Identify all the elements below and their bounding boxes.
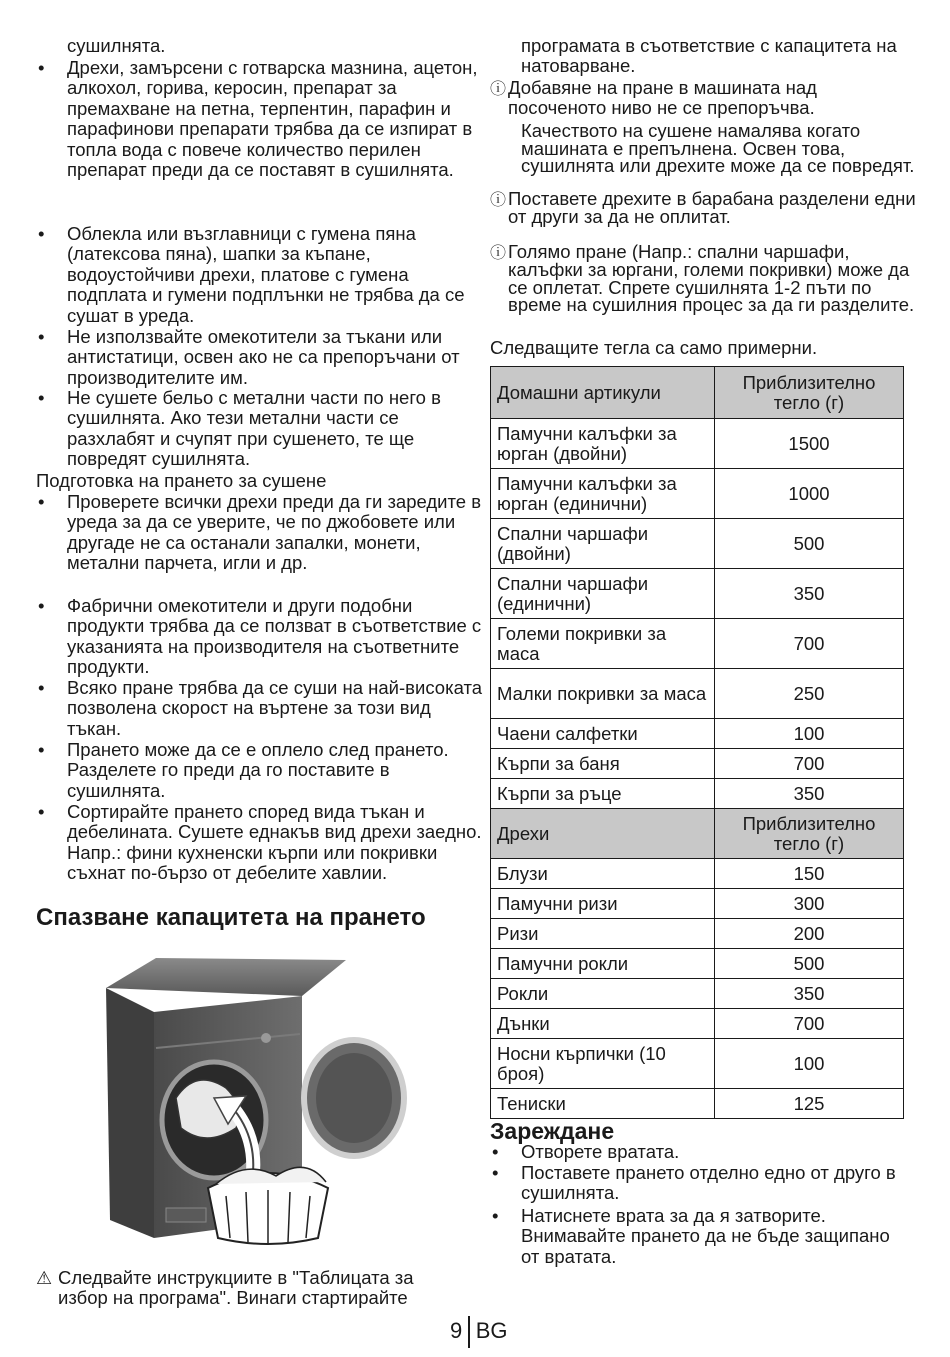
table-cell: 1000 bbox=[715, 469, 904, 519]
table-cell: 1500 bbox=[715, 419, 904, 469]
heading-capacity: Спазване капацитета на прането bbox=[36, 904, 426, 931]
dryer-illustration bbox=[96, 948, 416, 1248]
table-cell: 700 bbox=[715, 749, 904, 779]
table-cell: 100 bbox=[715, 1039, 904, 1089]
table-cell: Памучни калъфки за юрган (двойни) bbox=[491, 419, 715, 469]
table-cell: 100 bbox=[715, 719, 904, 749]
section-title-preparation: Подготовка на прането за сушене bbox=[36, 470, 327, 491]
table-cell: 350 bbox=[715, 779, 904, 809]
table-row bbox=[491, 979, 904, 1009]
info-icon: ⓘ bbox=[490, 192, 507, 209]
table-cell: Спални чаршафи (двойни) bbox=[491, 519, 715, 569]
continuation-text: сушилнята. bbox=[67, 35, 166, 56]
table-cell: Малки покривки за маса bbox=[491, 669, 715, 719]
table-cell: 700 bbox=[715, 619, 904, 669]
info-icon: ⓘ bbox=[490, 81, 507, 98]
list-item: • Всяко пране трябва да се суши на най-високата позволена скорост на въртене за този вид тъкан. bbox=[36, 678, 482, 739]
table-cell: 700 bbox=[715, 1009, 904, 1039]
table-cell: Памучни калъфки за юрган (единични) bbox=[491, 469, 715, 519]
list-item: • Отворете вратата. bbox=[490, 1142, 911, 1162]
table-row bbox=[491, 949, 904, 979]
table-row bbox=[491, 919, 904, 949]
list-item: • Не сушете бельо с метални части по него в сушилнята. Ако тези метални части се разхлабят и счупят при сушенето, те ще повредят сушилнята. bbox=[36, 388, 482, 470]
info-text: Добавяне на пране в машината над посоченото ниво не се препоръчва. bbox=[508, 77, 817, 119]
list-item: • Натиснете врата за да я затворите. Внимавайте прането да не бъде защипано от вратата. bbox=[490, 1206, 911, 1267]
table-cell: Памучни ризи bbox=[491, 889, 715, 919]
table-cell: Чаени салфетки bbox=[491, 719, 715, 749]
table-cell: Блузи bbox=[491, 859, 715, 889]
heading-loading: Зареждане bbox=[490, 1118, 615, 1144]
table-cell: Кърпи за баня bbox=[491, 749, 715, 779]
info-icon: ⓘ bbox=[490, 245, 507, 262]
table-cell: Дънки bbox=[491, 1009, 715, 1039]
table-cell: 250 bbox=[715, 669, 904, 719]
table-cell: Рокли bbox=[491, 979, 715, 1009]
table-row bbox=[491, 519, 904, 569]
list-item: • Поставете прането отделно едно от друго в сушилнята. bbox=[490, 1163, 911, 1204]
table-cell: Ризи bbox=[491, 919, 715, 949]
table-header-row bbox=[491, 809, 904, 859]
language-code: BG bbox=[475, 1318, 508, 1343]
table-header-cell: Приблизително тегло (г) bbox=[715, 367, 904, 419]
table-cell: Спални чаршафи (единични) bbox=[491, 569, 715, 619]
table-row bbox=[491, 419, 904, 469]
table-row bbox=[491, 1039, 904, 1089]
table-cell: 500 bbox=[715, 949, 904, 979]
table-row bbox=[491, 719, 904, 749]
table-cell: Големи покривки за маса bbox=[491, 619, 715, 669]
table-row bbox=[491, 859, 904, 889]
table-cell: Носни кърпички (10 броя) bbox=[491, 1039, 715, 1089]
table-cell: 500 bbox=[715, 519, 904, 569]
table-header-cell: Приблизително тегло (г) bbox=[715, 809, 904, 859]
table-row bbox=[491, 749, 904, 779]
info-text: Голямо пране (Напр.: спални чаршафи, калъфки за юргани, големи покривки) може да се оплетат. Спрете сушилнята 1-2 пъти по време на сушилния процес за да ги разделите. bbox=[508, 241, 915, 316]
warning-text: Следвайте инструкциите в "Таблицата за избор на програма". Винаги стартирайте bbox=[58, 1267, 414, 1309]
table-row bbox=[491, 1009, 904, 1039]
list-item: • Дрехи, замърсени с готварска мазнина, ацетон, алкохол, горива, керосин, препарат за премахване на петна, терпентин, парафин и парафинови препарати трябва да се изпират в топла вода с повече количество перилен препарат преди да се поставят в сушилнята. bbox=[36, 58, 482, 180]
table-row bbox=[491, 619, 904, 669]
warning-note bbox=[36, 1268, 468, 1309]
footer-divider bbox=[468, 1316, 470, 1348]
list-item: • Облекла или възглавници с гумена пяна (латексова пяна), шапки за къпане, водоустойчиви дрехи, платове с гумена подплата и гумени подплънки не трябва да се сушат в уреда. bbox=[36, 224, 482, 326]
info-text: Поставете дрехите в барабана разделени едни от други за да не оплитат. bbox=[508, 188, 916, 227]
table-cell: 350 bbox=[715, 979, 904, 1009]
weights-table bbox=[490, 366, 904, 1119]
table-cell: 300 bbox=[715, 889, 904, 919]
page-footer bbox=[450, 1316, 508, 1348]
table-row bbox=[491, 569, 904, 619]
table-row bbox=[491, 669, 904, 719]
table-cell: 200 bbox=[715, 919, 904, 949]
list-item: • Прането може да се е оплело след прането. Разделете го преди да го поставите в сушилнята. bbox=[36, 740, 482, 801]
page-number: 9 bbox=[450, 1318, 463, 1343]
table-cell: 350 bbox=[715, 569, 904, 619]
info-note bbox=[490, 243, 918, 314]
table-row bbox=[491, 469, 904, 519]
table-row bbox=[491, 779, 904, 809]
warning-triangle-icon: ⚠ bbox=[36, 1268, 53, 1288]
table-header-cell: Домашни артикули bbox=[491, 367, 715, 419]
info-note bbox=[490, 190, 918, 225]
continuation-text: програмата в съответствие с капацитета на натоварване. bbox=[521, 35, 897, 77]
table-cell: Тениски bbox=[491, 1089, 715, 1119]
table-row bbox=[491, 889, 904, 919]
table-cell: Памучни рокли bbox=[491, 949, 715, 979]
list-item: • Сортирайте прането според вида тъкан и дебелината. Сушете еднакъв вид дрехи заедно. Напр.: фини кухненски кърпи или покривки съхнат по-бързо от дебелите хавлии. bbox=[36, 802, 482, 884]
table-header-cell: Дрехи bbox=[491, 809, 715, 859]
list-item: • Не използвайте омекотители за тъкани или антистатици, освен ако не са препоръчани от производителите им. bbox=[36, 327, 482, 388]
table-header-row bbox=[491, 367, 904, 419]
weights-note: Следващите тегла са само примерни. bbox=[490, 337, 818, 358]
table-cell: 125 bbox=[715, 1089, 904, 1119]
info-note bbox=[490, 78, 918, 119]
list-item: • Фабрични омекотители и други подобни продукти трябва да се ползват в съответствие с указанията на производителя на съответните продукти. bbox=[36, 596, 482, 678]
list-item: • Проверете всички дрехи преди да ги заредите в уреда за да се уверите, че по джобовете или другаде не са останали запалки, монети, метални парчета, игли и др. bbox=[36, 492, 482, 574]
table-cell: Кърпи за ръце bbox=[491, 779, 715, 809]
table-row bbox=[491, 1089, 904, 1119]
info-text-continued: Качеството на сушене намалява когато машината е препълнена. Освен това, сушилнята или дрехите може да се повредят. bbox=[521, 120, 915, 176]
table-cell: 150 bbox=[715, 859, 904, 889]
